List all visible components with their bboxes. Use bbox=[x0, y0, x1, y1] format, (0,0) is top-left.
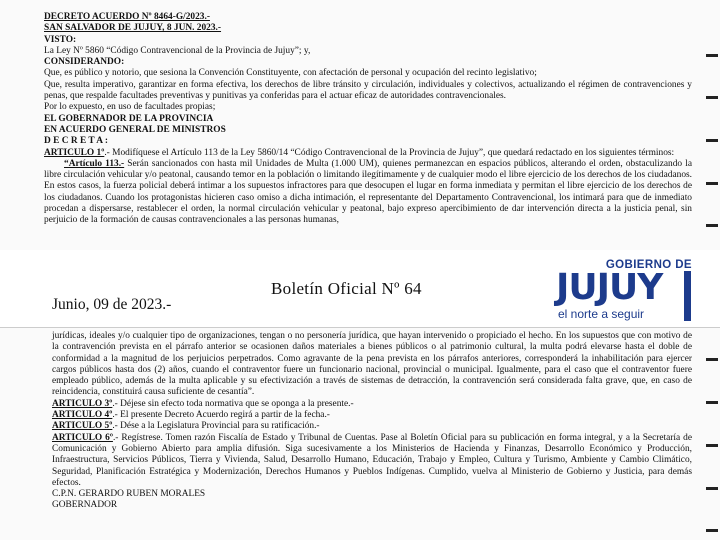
logo-side-bar bbox=[684, 271, 691, 321]
decree-number: DECRETO ACUERDO Nº 8464-G/2023.- bbox=[44, 12, 210, 22]
considerando-paragraph-1: Que, es público y notorio, que sesiona la Convención Constituyente, con afectación de personal y ocupación del recinto legislativo; bbox=[44, 68, 537, 79]
bulletin-title: Boletín Oficial Nº 64 bbox=[271, 279, 422, 298]
margin-mark bbox=[706, 444, 718, 447]
article-4-label: ARTICULO 4º bbox=[52, 410, 113, 421]
margin-mark bbox=[706, 358, 718, 361]
logo-gobierno-de: GOBIERNO DE bbox=[605, 259, 692, 271]
signer-title: GOBERNADOR bbox=[52, 500, 118, 511]
article-4 bbox=[52, 410, 692, 421]
governor-heading: EL GOBERNADOR DE LA PROVINCIA bbox=[44, 113, 214, 124]
ministers-heading: EN ACUERDO GENERAL DE MINISTROS bbox=[44, 124, 226, 135]
logo-slogan: el norte a seguir bbox=[558, 307, 645, 321]
article-113 bbox=[44, 159, 692, 227]
margin-mark bbox=[706, 139, 718, 142]
gobierno-jujuy-logo bbox=[556, 259, 692, 325]
decree-upper-section bbox=[44, 12, 692, 227]
article-4-text: .- El presente Decreto Acuerdo regirá a partir de la fecha.- bbox=[112, 410, 330, 421]
por-lo-expuesto: Por lo expuesto, en uso de facultades propias; bbox=[44, 102, 216, 113]
article-6-text: .- Regístrese. Tomen razón Fiscalía de Estado y Tribunal de Cuentas. Pase al Boletín Oficial para su publicación en forma integral, y a la Secretaría de Comunicación y Gobierno Abierto para amplia difusión. Siga sucesivamente a los Ministerios de Hacienda y Finanzas, Desarrollo Económico y Producción, Infraestructura, Servicios Públicos, Tierra y Vivienda, Salud, Desarrollo Humano, Educación, Trabajo y Empleo, Cultura y Turismo, Ambiente y Cambio Climático, Seguridad, Planificación Estratégica y Modernización, Derechos Humanos y Pueblos Indígenas. Cumplido, vuelva al Ministerio de Gobierno y Justicia, para demás efectos. bbox=[52, 432, 692, 488]
article-1-label: ARTICULO 1º bbox=[44, 147, 105, 158]
margin-mark bbox=[706, 529, 718, 532]
considerando-heading: CONSIDERANDO: bbox=[44, 57, 125, 68]
article-3 bbox=[52, 399, 692, 410]
article-113-text: Serán sancionados con hasta mil Unidades de Multa (1.000 UM), quienes permanezcan en espacios públicos, alterando el orden, obstaculizando la libre circulación vehicular y/o peatonal, causando temor en la población o limitando ilegítimamente y de cualquier modo el libre ejercicio de los derechos de los ciudadanos. En estos casos, la fuerza policial deberá intimar a los supuestos infractores para que desocupen el lugar en forma inmediata y permitan el libre ejercicio de los derechos de los ciudadanos. Cuando los protagonistas hicieren caso omiso a dicha intimación, el representante del Departamento Contravencional, los intimará para que de inmediato procedan a dispersarse, restablecer el orden, la normal circulación vehicular y peatonal, bajo expreso apercibimiento de dar intervención directa a la justicia penal, sin perjuicio de la formación de causas contravencionales a las personas humanas, bbox=[44, 158, 692, 226]
article-3-text: .- Déjese sin efecto toda normativa que se oponga a la presente.- bbox=[112, 398, 354, 409]
article-3-label: ARTICULO 3º bbox=[52, 398, 113, 409]
visto-text: La Ley Nº 5860 “Código Contravencional de la Provincia de Jujuy”; y, bbox=[44, 45, 311, 56]
article-5-text: .- Dése a la Legislatura Provincial para su ratificación.- bbox=[112, 421, 320, 432]
decree-place-date: SAN SALVADOR DE JUJUY, 8 JUN. 2023.- bbox=[44, 23, 222, 34]
margin-mark bbox=[706, 182, 718, 185]
margin-mark bbox=[706, 487, 718, 490]
visto-heading: VISTO: bbox=[44, 34, 77, 45]
article-6 bbox=[52, 433, 692, 489]
decree-lower-section bbox=[52, 331, 692, 512]
article-1-text: .- Modifíquese el Artículo 113 de la Ley 5860/14 “Código Contravencional de la Provincia de Jujuy”, que quedará redactado en los siguientes términos: bbox=[104, 147, 675, 158]
article-5-label: ARTICULO 5º bbox=[52, 421, 113, 432]
article-113-continuation: jurídicas, ideales y/o cualquier tipo de organizaciones, tengan o no personería jurídica, que hayan intervenido o propiciado el hecho. En los supuestos que con motivo de la contravención prevista en el párrafo anterior se ocasionen daños materiales a bienes públicos o al patrimonio cultural, la multa podrá elevarse hasta el doble de conformidad a la magnitud de los perjuicios perpetrados. Como agravante de la pena prevista en los párrafos anteriores, corresponderá la inhabilitación para ejercer cargos públicos hasta dos (2) años, cuando el contraventor fuere un funcionario nacional, provincial o municipal. Igualmente, para el caso que el contraventor fuere empleado público, además de la multa aplicable y su efectivización a través de sistemas de detracción, la contravención será considerada falta grave, que, en caso de reincidencia, constituirá causa suficiente de cesantía”. bbox=[52, 331, 692, 398]
header-divider bbox=[0, 327, 720, 328]
article-1 bbox=[44, 148, 692, 159]
bulletin-header bbox=[0, 250, 720, 328]
decreta-heading: D E C R E T A : bbox=[44, 136, 108, 147]
article-113-label: “Artículo 113.- bbox=[64, 158, 125, 169]
margin-mark bbox=[706, 54, 718, 57]
margin-mark bbox=[706, 401, 718, 404]
article-6-label: ARTICULO 6º bbox=[52, 432, 113, 443]
margin-mark bbox=[706, 96, 718, 99]
bulletin-date: Junio, 09 de 2023.- bbox=[52, 296, 172, 313]
article-5 bbox=[52, 421, 692, 432]
considerando-paragraph-2: Que, resulta imperativo, garantizar en forma efectiva, los derechos de libre tránsito y circulación, individuales y colectivos, actualizando el régimen de contravenciones y penas, que respalde facultades preventivas y punitivas ya conferidas para el actuar eficaz de autoridades contravencionales. bbox=[44, 79, 692, 102]
signer-name: C.P.N. GERARDO RUBEN MORALES bbox=[52, 489, 206, 500]
margin-mark bbox=[706, 224, 718, 227]
logo-jujuy-wordmark: JUJUY bbox=[556, 267, 663, 308]
